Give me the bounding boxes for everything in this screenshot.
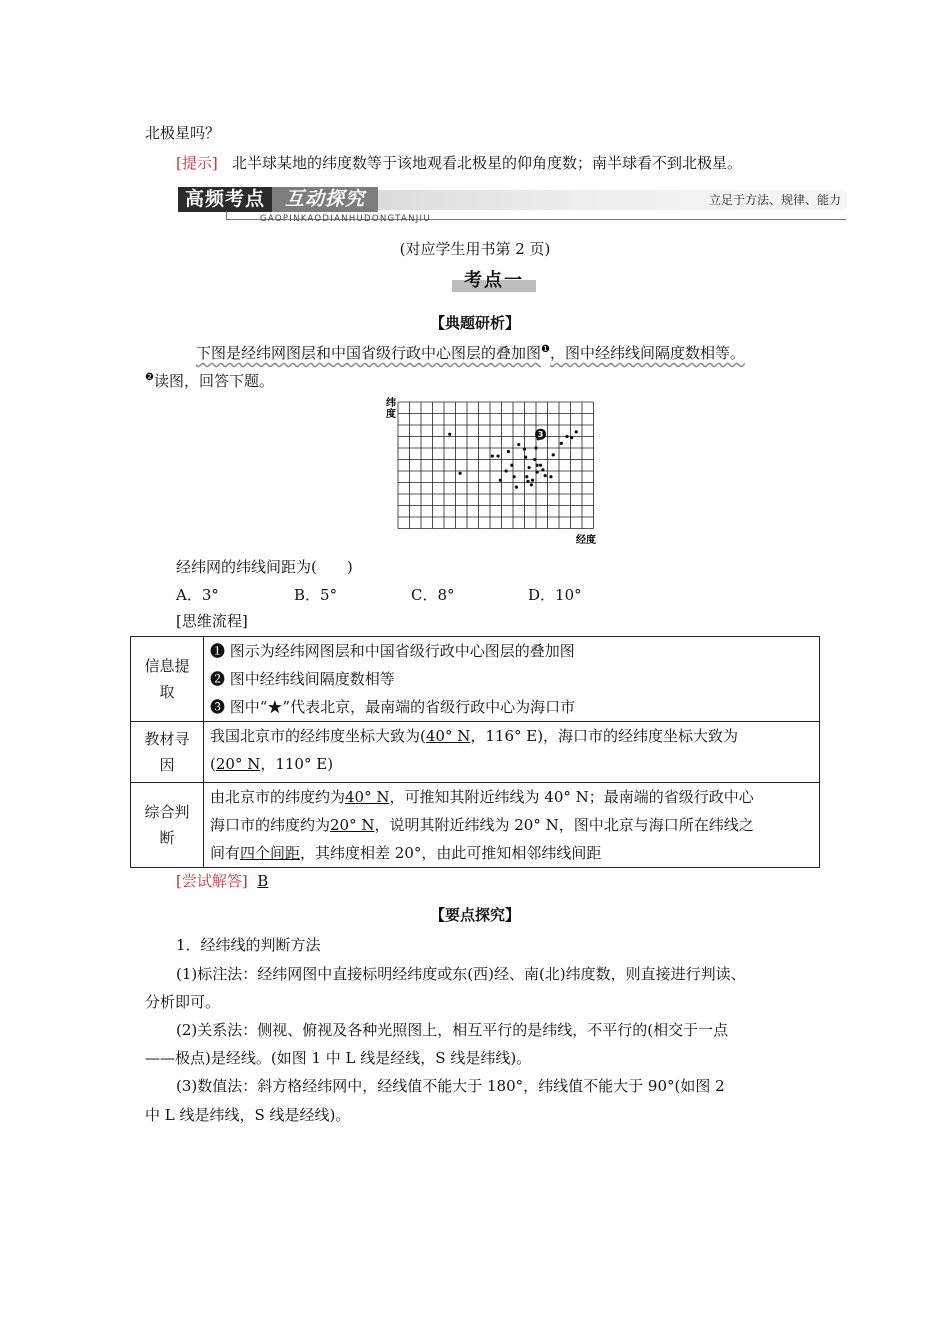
capital-point [549,475,552,478]
capital-point [560,442,563,445]
beijing-marker [535,429,546,440]
row-header-text: 信息提 [144,657,190,675]
section-banner [178,187,847,227]
points-heading: 1．经纬线的判断方法 [176,936,321,954]
question-stem: 经纬网的纬线间距为( ) [176,558,353,576]
option-d: D．10° [528,586,582,604]
point-title [452,266,536,292]
y-axis-label-2: 度 [386,409,396,420]
haikou-lat: 20° N [215,755,261,773]
banner-title-part2: 互动探究 [272,187,378,212]
answer-line [176,870,268,891]
info-line-2: ❷ 图中经纬线间隔度数相等 [210,670,395,688]
judge-text: 由北京市的纬度约为 [210,788,346,806]
capital-point [523,448,526,451]
question-line-2 [145,370,274,391]
capital-point [530,483,533,486]
row-header-text: 教材寻 [144,730,190,748]
info-line-3: ❸ 图中“★”代表北京，最南端的省级行政中心为海口市 [210,698,576,716]
hint-text: 北半球某地的纬度数等于该地观看北极星的仰角度数；南半球看不到北极星。 [232,154,743,172]
note-mark-1: ❶ [541,344,550,355]
capital-point [534,446,537,449]
judge-underline: 20° N [330,816,375,834]
capital-point [541,468,544,471]
capital-point [539,464,542,467]
row-header-text: 综合判 [144,803,190,821]
judge-text: ，说明其附近纬线为 20° N，图中北京与海口所在纬线之 [374,816,754,834]
capital-point [565,435,568,438]
capital-point [515,486,518,489]
capital-point [536,471,539,474]
section-title-2: 【要点探究】 [429,906,520,924]
capital-point [459,472,462,475]
capital-point [507,450,510,453]
capital-point [528,466,531,469]
row-header-judge [131,783,204,868]
answer-tag: [尝试解答] [176,872,248,890]
option-b: B．5° [294,586,338,604]
capital-point [505,469,508,472]
capital-point [513,475,516,478]
capital-point [499,479,502,482]
capital-point [525,475,528,478]
question-text-a: 下图是经纬网图层和中国省级行政中心图层的叠加图 [196,344,542,362]
capital-point [531,479,534,482]
row-header-text: 断 [159,829,175,847]
table-row [131,783,820,868]
banner-slogan: 立足于方法、规律、能力 [708,193,841,207]
row-header-textbook [131,722,204,783]
row-content-judge [204,783,820,868]
marker-number: 3 [537,430,544,440]
intro-tail: 北极星吗？ [145,124,221,142]
graticule-figure [380,394,610,548]
question-text-b: ，图中经纬线间隔度数相等。 [549,344,745,362]
question-line-1 [196,342,745,363]
row-content-info [204,637,820,722]
capital-point [533,458,536,461]
banner-pinyin: GAOPINKAODIANHUDONGTANJIU [260,214,431,224]
banner-title-part1: 高频考点 [178,187,272,212]
capital-point [552,453,555,456]
point-title-text: 考点一 [464,270,524,291]
judge-text: 间有 [210,844,241,862]
point-1-line-1: (1)标注法：经纬网图中直接标明经纬度或东(西)经、南(北)纬度数，则直接进行判读、 [176,965,746,983]
textbook-text: ，116° E)，海口市的经纬度坐标大致为 [470,727,739,745]
question-text-c: 读图，回答下题。 [153,372,274,390]
point-3-line-1: (3)数值法：斜方格经纬网中，经线值不能大于 180°，纬线值不能大于 90°(如图 2 [176,1077,725,1095]
table-row [131,722,820,783]
thinking-flow-table [130,636,820,868]
capital-point [526,480,529,483]
option-a: A．3° [176,586,219,604]
row-header-text: 取 [159,683,175,701]
note-mark-2: ❷ [145,372,154,383]
capital-point [448,433,451,436]
capital-point [570,436,573,439]
table-row [131,637,820,722]
capital-point [496,454,499,457]
capital-point [491,454,494,457]
point-3-line-2: 中 L 线是纬线，S 线是经线)。 [145,1106,351,1124]
judge-underline: 四个间距 [240,844,301,862]
hint-line [176,152,742,173]
point-2-line-1: (2)关系法：侧视、俯视及各种光照图上，相互平行的是纬线，不平行的(相交于一点 [176,1021,729,1039]
beijing-lat: 40° N [425,727,471,745]
textbook-text: ，110° E) [260,755,334,773]
answer-value: B [257,872,269,890]
point-2-line-2: ——极点)是经线。(如图 1 中 L 线是经线，S 线是纬线)。 [145,1049,532,1067]
info-line-1: ❶ 图示为经纬网图层和中国省级行政中心图层的叠加图 [210,642,575,660]
capital-point [510,464,513,467]
capital-point [517,443,520,446]
capital-point [575,430,578,433]
reference-note: (对应学生用书第 2 页) [399,240,551,258]
judge-underline: 40° N [345,788,390,806]
x-axis-label: 经度 [576,535,596,546]
y-axis-label-1: 纬 [386,398,396,409]
point-1-line-2: 分析即可。 [145,993,221,1011]
section-title-1: 【典题研析】 [429,314,520,332]
hint-tag: [提示] [176,154,218,172]
capital-point [544,474,547,477]
textbook-text: 我国北京市的经纬度坐标大致为 [210,727,421,745]
capital-point [536,464,539,467]
row-header-text: 因 [159,756,175,774]
capital-point [524,456,527,459]
judge-text: ，其纬度相差 20°，由此可推知相邻纬线间距 [300,844,602,862]
judge-text: 海口市的纬度约为 [210,816,331,834]
graticule-grid [398,402,594,529]
row-header-info [131,637,204,722]
row-content-textbook: 我国北京市的经纬度坐标大致为(40° N，116° E)，海口市的经纬度坐标大致为 (20° N，110° E) [204,722,820,783]
judge-text: ，可推知其附近纬线为 40° N；最南端的省级行政中心 [389,788,754,806]
flow-label: [思维流程] [176,612,248,630]
option-c: C．8° [411,586,455,604]
